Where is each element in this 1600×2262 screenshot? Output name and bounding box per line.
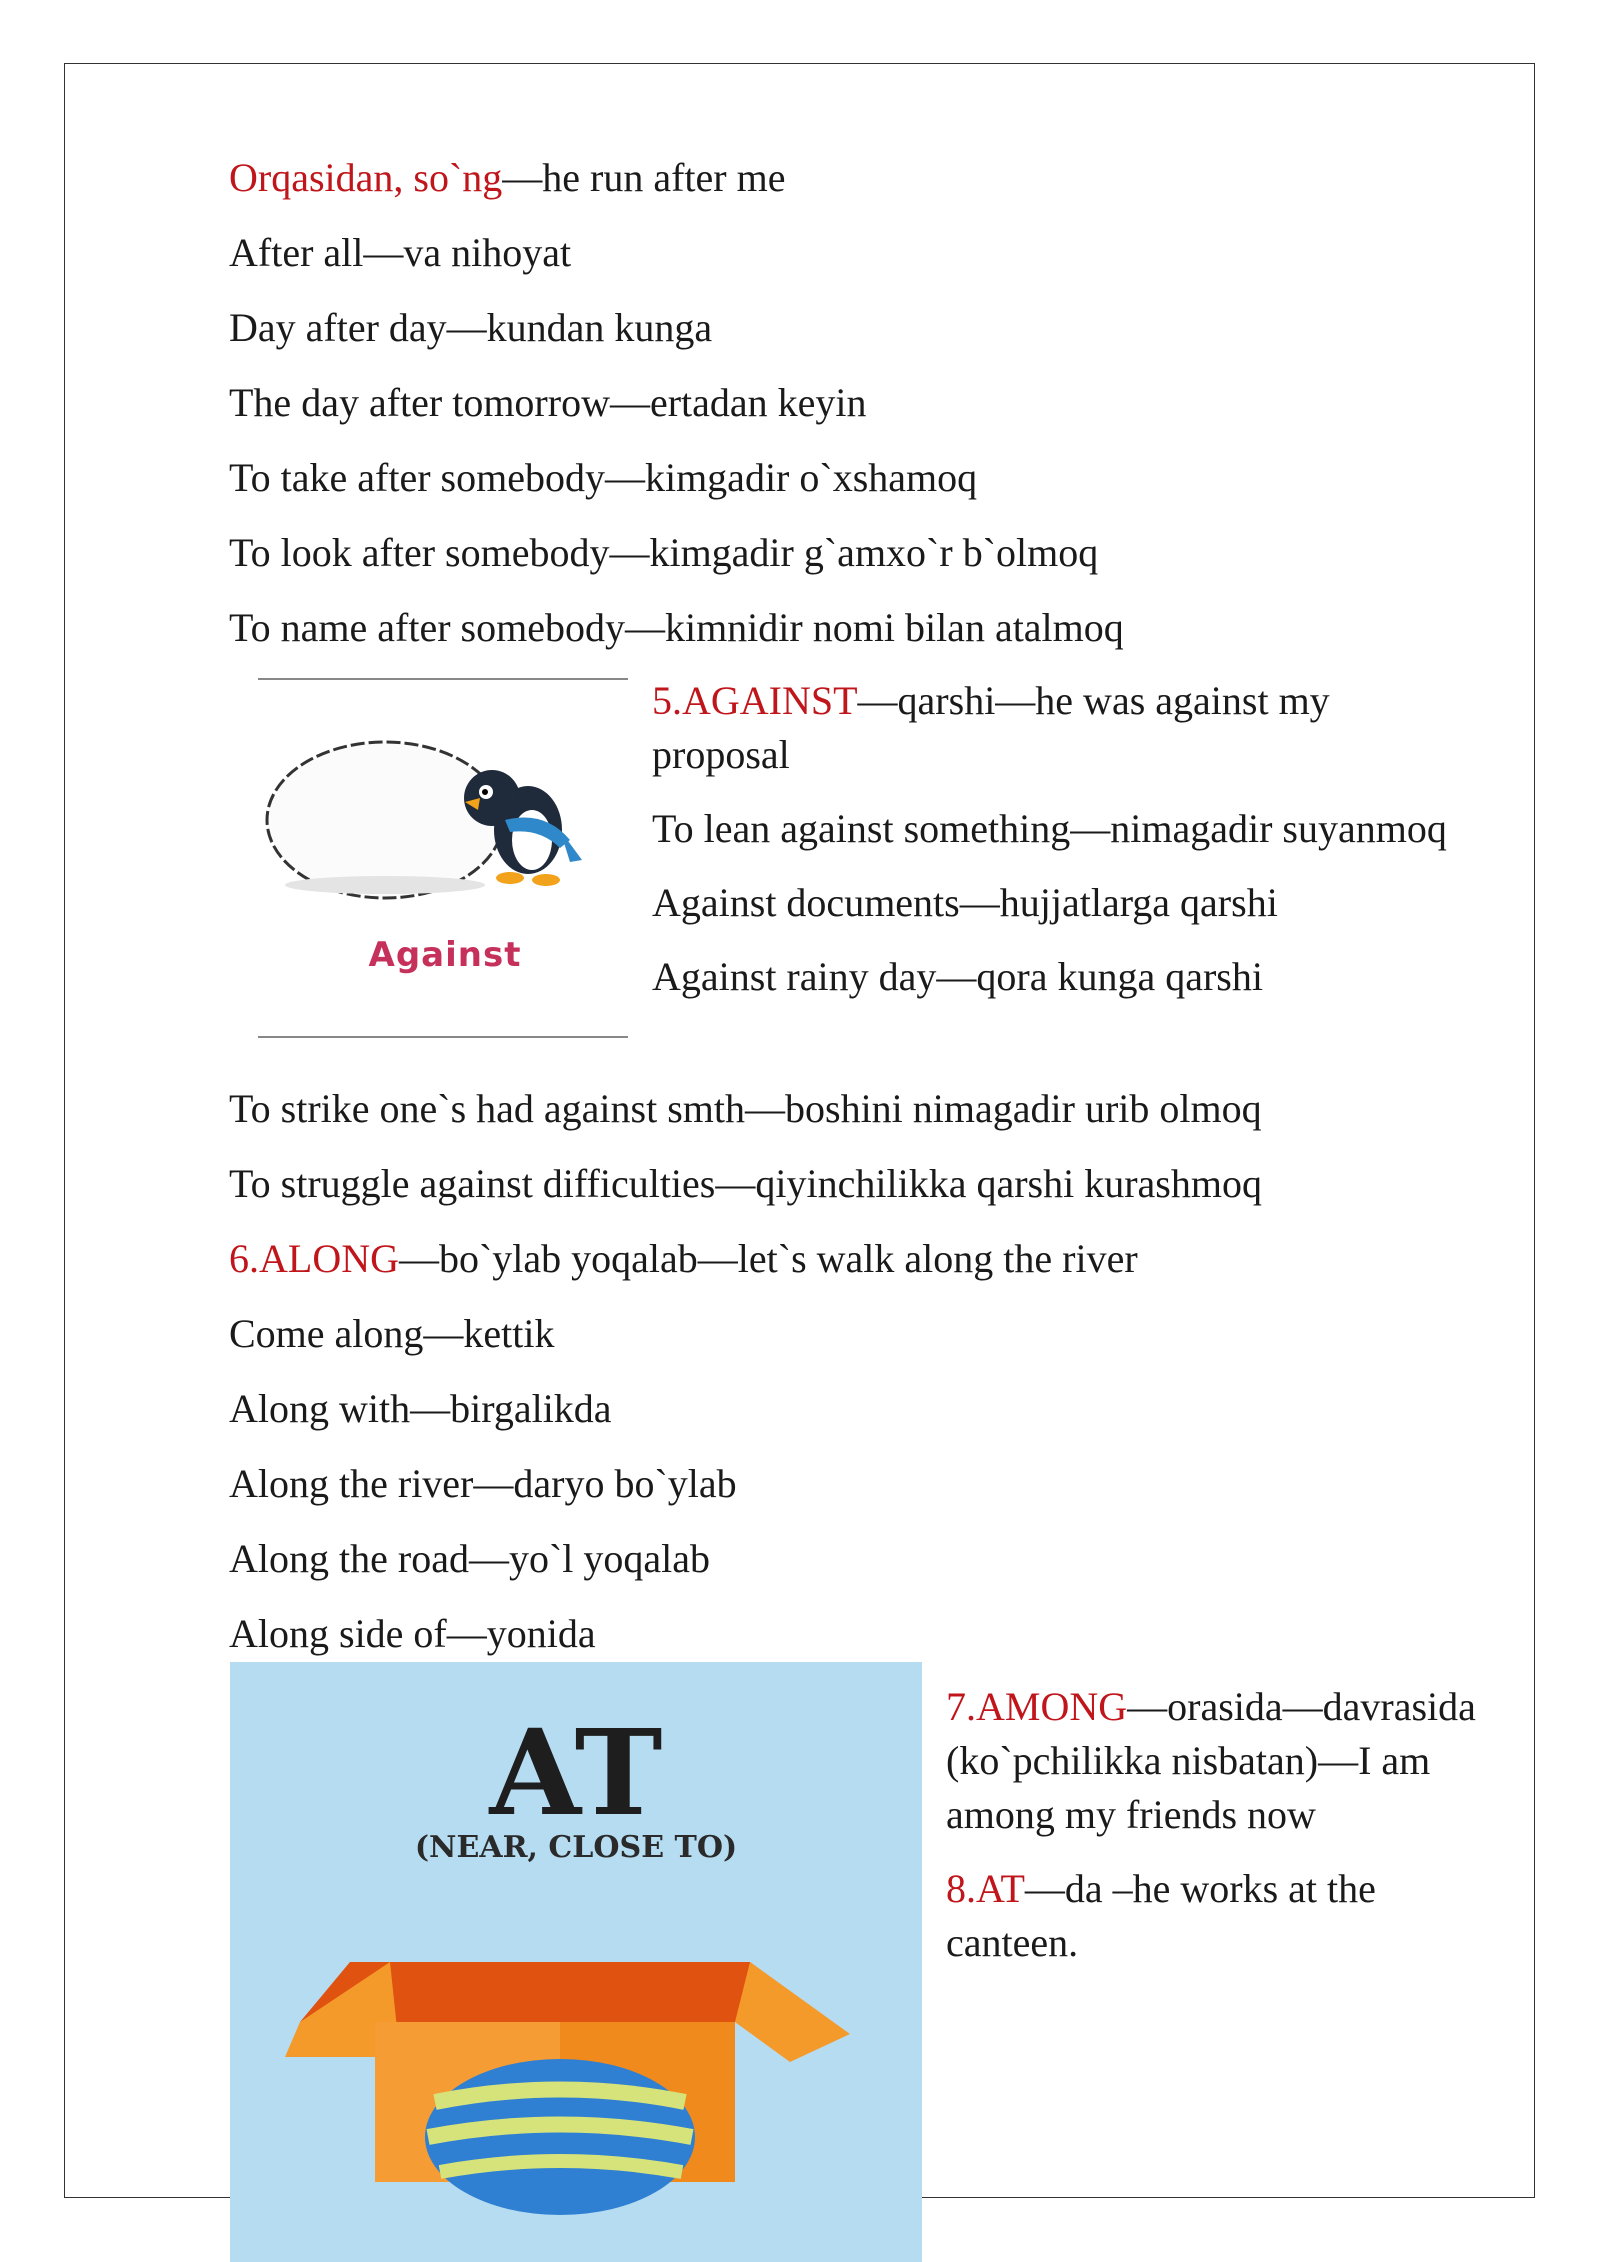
text-line: 7.AMONG—orasida—davrasida (ko`pchilikka nisbatan)—I am among my friends now [946, 1684, 1476, 1837]
text-line: 5.AGAINST—qarshi—he was against my proposal [652, 678, 1330, 777]
at-illustration [230, 1662, 922, 2262]
text-line: Along with—birgalikda [229, 1386, 612, 1431]
text-line: The day after tomorrow—ertadan keyin [229, 380, 867, 425]
box-and-ball-icon [230, 1662, 922, 2262]
against-text-block [652, 674, 1452, 1024]
text-line: Against documents—hujjatlarga qarshi [652, 880, 1278, 925]
text-line: Orqasidan, so`ng—he run after me [229, 155, 786, 200]
text-line: Along the river—daryo bo`ylab [229, 1461, 737, 1506]
at-figure-subtitle: (NEAR, CLOSE TO) [414, 1830, 738, 1865]
text-line: 6.ALONG—bo`ylab yoqalab—let`s walk along the river [229, 1236, 1138, 1281]
text-line: Along side of—yonida [229, 1611, 596, 1656]
text-line: To look after somebody—kimgadir g`amxo`r b`olmoq [229, 530, 1099, 575]
text-line: To struggle against difficulties—qiyinchilikka qarshi kurashmoq [229, 1161, 1262, 1206]
text-line: Day after day—kundan kunga [229, 305, 713, 350]
text-line: Against rainy day—qora kunga qarshi [652, 954, 1263, 999]
at-figure-title: AT [489, 1703, 663, 1842]
against-figure-label: Against [368, 935, 522, 975]
text-line: To lean against something—nimagadir suyanmoq [652, 806, 1447, 851]
text-line: To strike one`s had against smth—boshini nimagadir urib olmoq [229, 1086, 1262, 1131]
at-text-block [946, 1680, 1486, 1990]
text-line: Along the road—yo`l yoqalab [229, 1536, 710, 1581]
text-line: To name after somebody—kimnidir nomi bilan atalmoq [229, 605, 1124, 650]
penguin-pushing-snowball-icon [260, 680, 630, 930]
text-line: Come along—kettik [229, 1311, 555, 1356]
text-line: To take after somebody—kimgadir o`xshamoq [229, 455, 978, 500]
divider [258, 1036, 628, 1038]
against-illustration [260, 680, 630, 1040]
text-line: After all—va nihoyat [229, 230, 572, 275]
text-line: 8.AT—da –he works at the canteen. [946, 1866, 1376, 1965]
